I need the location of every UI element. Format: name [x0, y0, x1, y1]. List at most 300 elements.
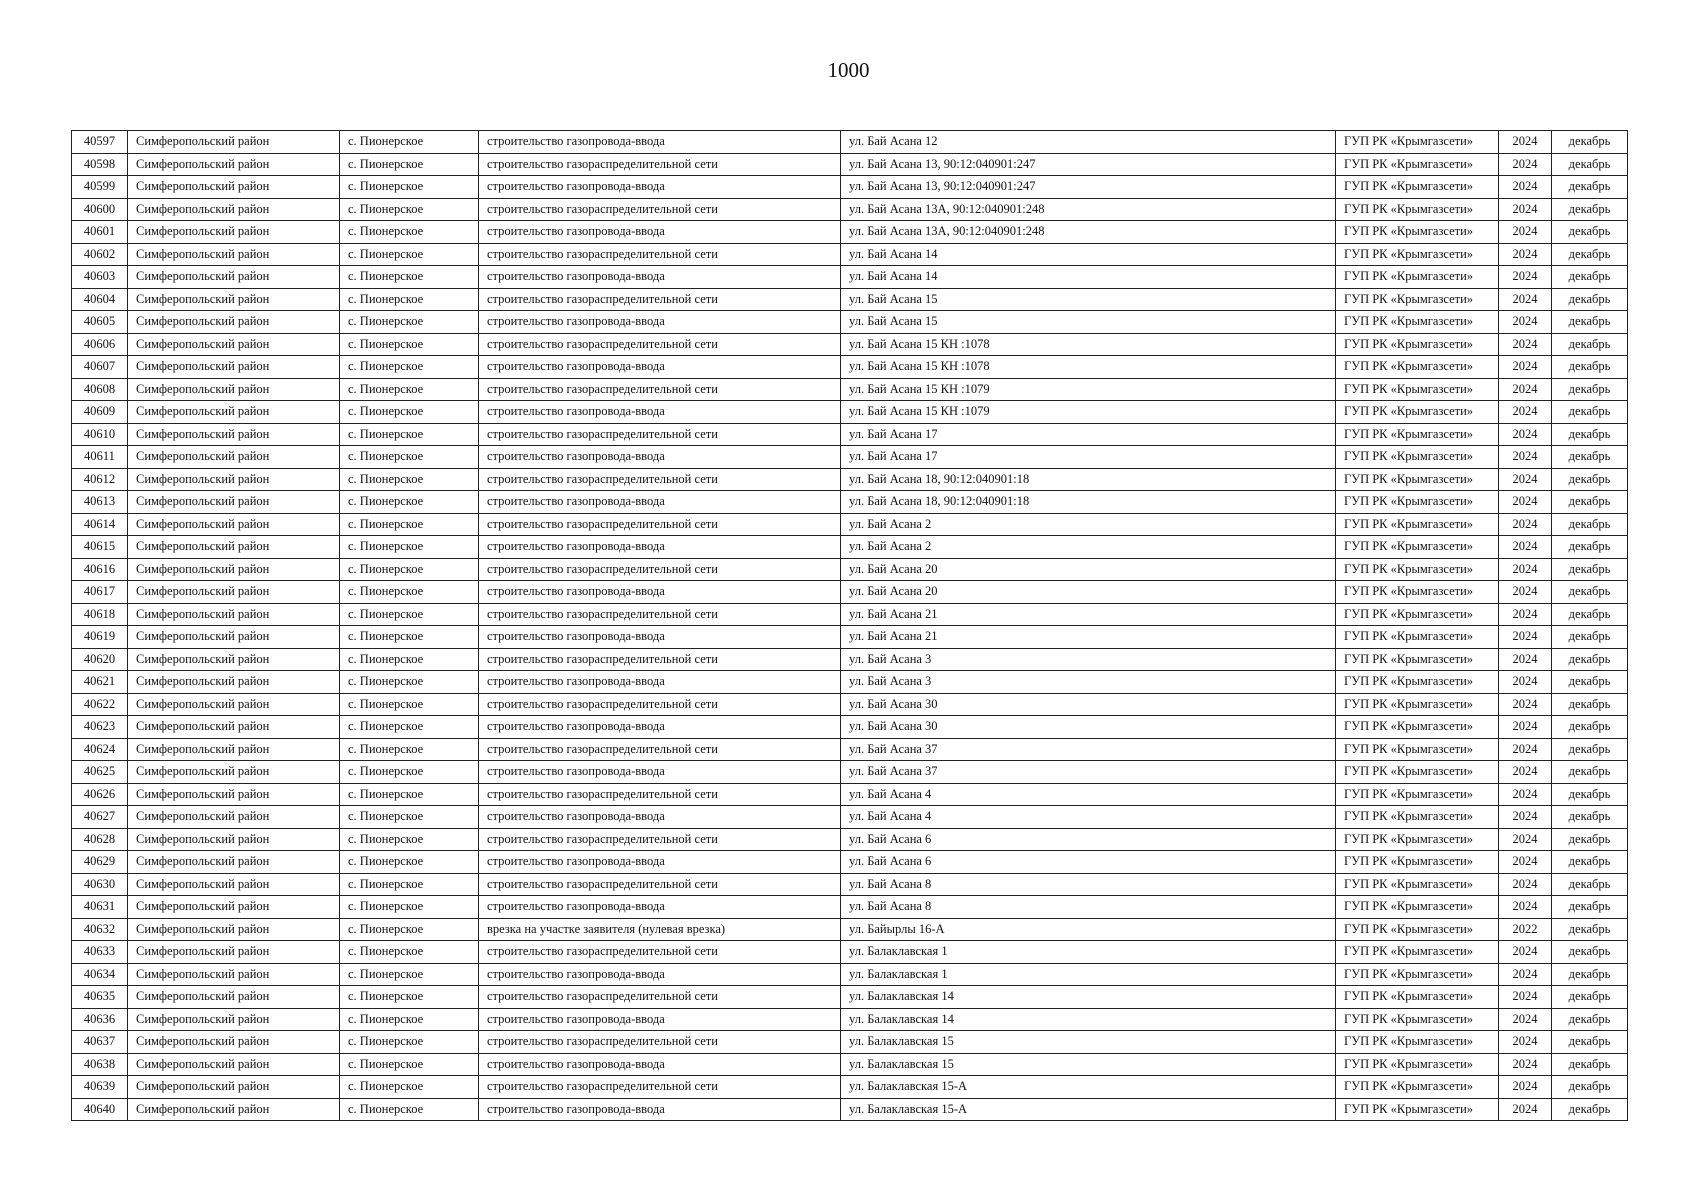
row-number-cell: 40617: [72, 581, 128, 604]
table-row: [72, 828, 1628, 851]
locality-cell: с. Пионерское: [340, 1098, 479, 1121]
address-cell: ул. Бай Асана 15 КН :1079: [841, 401, 1336, 424]
district-cell: Симферопольский район: [128, 806, 340, 829]
address-cell: ул. Бай Асана 14: [841, 266, 1336, 289]
work-type-cell: строительство газораспределительной сети: [479, 243, 841, 266]
district-cell: Симферопольский район: [128, 941, 340, 964]
address-cell: ул. Бай Асана 15 КН :1078: [841, 333, 1336, 356]
address-cell: ул. Бай Асана 20: [841, 581, 1336, 604]
organization-cell: ГУП РК «Крымгазсети»: [1336, 491, 1499, 514]
organization-cell: ГУП РК «Крымгазсети»: [1336, 446, 1499, 469]
year-cell: 2024: [1499, 1053, 1552, 1076]
month-cell: декабрь: [1552, 311, 1628, 334]
address-cell: ул. Бай Асана 6: [841, 828, 1336, 851]
month-cell: декабрь: [1552, 626, 1628, 649]
address-cell: ул. Бай Асана 30: [841, 693, 1336, 716]
year-cell: 2024: [1499, 873, 1552, 896]
locality-cell: с. Пионерское: [340, 1008, 479, 1031]
year-cell: 2024: [1499, 176, 1552, 199]
year-cell: 2024: [1499, 513, 1552, 536]
address-cell: ул. Бай Асана 13А, 90:12:040901:248: [841, 198, 1336, 221]
organization-cell: ГУП РК «Крымгазсети»: [1336, 648, 1499, 671]
district-cell: Симферопольский район: [128, 1053, 340, 1076]
row-number-cell: 40600: [72, 198, 128, 221]
table-row: [72, 941, 1628, 964]
address-cell: ул. Бай Асана 8: [841, 896, 1336, 919]
address-cell: ул. Балаклавская 15-А: [841, 1098, 1336, 1121]
row-number-cell: 40597: [72, 131, 128, 154]
month-cell: декабрь: [1552, 941, 1628, 964]
work-type-cell: строительство газопровода-ввода: [479, 626, 841, 649]
table-row: [72, 581, 1628, 604]
work-type-cell: строительство газораспределительной сети: [479, 288, 841, 311]
district-cell: Симферопольский район: [128, 513, 340, 536]
district-cell: Симферопольский район: [128, 738, 340, 761]
row-number-cell: 40639: [72, 1076, 128, 1099]
locality-cell: с. Пионерское: [340, 626, 479, 649]
organization-cell: ГУП РК «Крымгазсети»: [1336, 558, 1499, 581]
address-cell: ул. Бай Асана 12: [841, 131, 1336, 154]
row-number-cell: 40635: [72, 986, 128, 1009]
district-cell: Симферопольский район: [128, 446, 340, 469]
district-cell: Симферопольский район: [128, 603, 340, 626]
work-type-cell: строительство газораспределительной сети: [479, 423, 841, 446]
locality-cell: с. Пионерское: [340, 581, 479, 604]
work-type-cell: строительство газопровода-ввода: [479, 851, 841, 874]
table-row: [72, 311, 1628, 334]
organization-cell: ГУП РК «Крымгазсети»: [1336, 873, 1499, 896]
address-cell: ул. Байырлы 16-А: [841, 918, 1336, 941]
year-cell: 2024: [1499, 851, 1552, 874]
year-cell: 2024: [1499, 761, 1552, 784]
work-type-cell: строительство газопровода-ввода: [479, 671, 841, 694]
row-number-cell: 40637: [72, 1031, 128, 1054]
organization-cell: ГУП РК «Крымгазсети»: [1336, 401, 1499, 424]
table-row: [72, 356, 1628, 379]
district-cell: Симферопольский район: [128, 243, 340, 266]
address-cell: ул. Бай Асана 3: [841, 671, 1336, 694]
locality-cell: с. Пионерское: [340, 311, 479, 334]
year-cell: 2024: [1499, 356, 1552, 379]
district-cell: Симферопольский район: [128, 423, 340, 446]
table-row: [72, 783, 1628, 806]
row-number-cell: 40607: [72, 356, 128, 379]
organization-cell: ГУП РК «Крымгазсети»: [1336, 1098, 1499, 1121]
table-row: [72, 626, 1628, 649]
year-cell: 2024: [1499, 806, 1552, 829]
month-cell: декабрь: [1552, 918, 1628, 941]
table-row: [72, 131, 1628, 154]
locality-cell: с. Пионерское: [340, 401, 479, 424]
organization-cell: ГУП РК «Крымгазсети»: [1336, 378, 1499, 401]
district-cell: Симферопольский район: [128, 671, 340, 694]
work-type-cell: строительство газопровода-ввода: [479, 446, 841, 469]
locality-cell: с. Пионерское: [340, 198, 479, 221]
row-number-cell: 40598: [72, 153, 128, 176]
table-row: [72, 288, 1628, 311]
month-cell: декабрь: [1552, 963, 1628, 986]
district-cell: Симферопольский район: [128, 693, 340, 716]
work-type-cell: строительство газопровода-ввода: [479, 1008, 841, 1031]
year-cell: 2024: [1499, 266, 1552, 289]
year-cell: 2024: [1499, 558, 1552, 581]
district-cell: Симферопольский район: [128, 198, 340, 221]
year-cell: 2024: [1499, 153, 1552, 176]
year-cell: 2024: [1499, 828, 1552, 851]
month-cell: декабрь: [1552, 828, 1628, 851]
month-cell: декабрь: [1552, 986, 1628, 1009]
table-row: [72, 513, 1628, 536]
month-cell: декабрь: [1552, 423, 1628, 446]
table-row: [72, 558, 1628, 581]
organization-cell: ГУП РК «Крымгазсети»: [1336, 198, 1499, 221]
district-cell: Симферопольский район: [128, 873, 340, 896]
district-cell: Симферопольский район: [128, 1031, 340, 1054]
organization-cell: ГУП РК «Крымгазсети»: [1336, 1031, 1499, 1054]
organization-cell: ГУП РК «Крымгазсети»: [1336, 243, 1499, 266]
table-row: [72, 378, 1628, 401]
address-cell: ул. Бай Асана 13А, 90:12:040901:248: [841, 221, 1336, 244]
work-type-cell: строительство газораспределительной сети: [479, 558, 841, 581]
table-row: [72, 738, 1628, 761]
district-cell: Симферопольский район: [128, 986, 340, 1009]
month-cell: декабрь: [1552, 401, 1628, 424]
district-cell: Симферопольский район: [128, 1098, 340, 1121]
table-row: [72, 243, 1628, 266]
district-cell: Симферопольский район: [128, 378, 340, 401]
year-cell: 2024: [1499, 783, 1552, 806]
address-cell: ул. Бай Асана 15 КН :1079: [841, 378, 1336, 401]
locality-cell: с. Пионерское: [340, 828, 479, 851]
locality-cell: с. Пионерское: [340, 153, 479, 176]
district-cell: Симферопольский район: [128, 131, 340, 154]
address-cell: ул. Бай Асана 15: [841, 288, 1336, 311]
locality-cell: с. Пионерское: [340, 896, 479, 919]
year-cell: 2024: [1499, 468, 1552, 491]
row-number-cell: 40605: [72, 311, 128, 334]
year-cell: 2024: [1499, 896, 1552, 919]
month-cell: декабрь: [1552, 761, 1628, 784]
row-number-cell: 40638: [72, 1053, 128, 1076]
month-cell: декабрь: [1552, 468, 1628, 491]
year-cell: 2024: [1499, 288, 1552, 311]
table-row: [72, 266, 1628, 289]
organization-cell: ГУП РК «Крымгазсети»: [1336, 986, 1499, 1009]
year-cell: 2024: [1499, 1008, 1552, 1031]
organization-cell: ГУП РК «Крымгазсети»: [1336, 918, 1499, 941]
work-type-cell: строительство газораспределительной сети: [479, 986, 841, 1009]
table-row: [72, 468, 1628, 491]
table-row: [72, 896, 1628, 919]
row-number-cell: 40601: [72, 221, 128, 244]
year-cell: 2024: [1499, 603, 1552, 626]
address-cell: ул. Балаклавская 14: [841, 986, 1336, 1009]
row-number-cell: 40616: [72, 558, 128, 581]
row-number-cell: 40609: [72, 401, 128, 424]
address-cell: ул. Бай Асана 13, 90:12:040901:247: [841, 176, 1336, 199]
organization-cell: ГУП РК «Крымгазсети»: [1336, 1076, 1499, 1099]
table-row: [72, 918, 1628, 941]
work-type-cell: строительство газопровода-ввода: [479, 491, 841, 514]
address-cell: ул. Бай Асана 17: [841, 446, 1336, 469]
work-type-cell: строительство газораспределительной сети: [479, 738, 841, 761]
work-type-cell: строительство газопровода-ввода: [479, 1053, 841, 1076]
year-cell: 2024: [1499, 693, 1552, 716]
address-cell: ул. Балаклавская 15: [841, 1031, 1336, 1054]
year-cell: 2024: [1499, 401, 1552, 424]
organization-cell: ГУП РК «Крымгазсети»: [1336, 468, 1499, 491]
month-cell: декабрь: [1552, 716, 1628, 739]
row-number-cell: 40620: [72, 648, 128, 671]
table-row: [72, 423, 1628, 446]
address-cell: ул. Бай Асана 6: [841, 851, 1336, 874]
district-cell: Симферопольский район: [128, 536, 340, 559]
district-cell: Симферопольский район: [128, 918, 340, 941]
work-type-cell: строительство газопровода-ввода: [479, 581, 841, 604]
district-cell: Симферопольский район: [128, 1076, 340, 1099]
month-cell: декабрь: [1552, 783, 1628, 806]
locality-cell: с. Пионерское: [340, 356, 479, 379]
address-cell: ул. Бай Асана 3: [841, 648, 1336, 671]
table-row: [72, 198, 1628, 221]
locality-cell: с. Пионерское: [340, 761, 479, 784]
work-type-cell: строительство газораспределительной сети: [479, 603, 841, 626]
locality-cell: с. Пионерское: [340, 986, 479, 1009]
work-type-cell: строительство газопровода-ввода: [479, 266, 841, 289]
table-row: [72, 401, 1628, 424]
address-cell: ул. Бай Асана 2: [841, 536, 1336, 559]
month-cell: декабрь: [1552, 221, 1628, 244]
row-number-cell: 40632: [72, 918, 128, 941]
locality-cell: с. Пионерское: [340, 243, 479, 266]
address-cell: ул. Бай Асана 14: [841, 243, 1336, 266]
row-number-cell: 40627: [72, 806, 128, 829]
month-cell: декабрь: [1552, 266, 1628, 289]
locality-cell: с. Пионерское: [340, 1031, 479, 1054]
organization-cell: ГУП РК «Крымгазсети»: [1336, 693, 1499, 716]
locality-cell: с. Пионерское: [340, 963, 479, 986]
organization-cell: ГУП РК «Крымгазсети»: [1336, 356, 1499, 379]
organization-cell: ГУП РК «Крымгазсети»: [1336, 536, 1499, 559]
address-cell: ул. Бай Асана 21: [841, 603, 1336, 626]
row-number-cell: 40606: [72, 333, 128, 356]
locality-cell: с. Пионерское: [340, 648, 479, 671]
year-cell: 2024: [1499, 648, 1552, 671]
row-number-cell: 40628: [72, 828, 128, 851]
locality-cell: с. Пионерское: [340, 446, 479, 469]
district-cell: Симферопольский район: [128, 333, 340, 356]
organization-cell: ГУП РК «Крымгазсети»: [1336, 761, 1499, 784]
year-cell: 2024: [1499, 671, 1552, 694]
locality-cell: с. Пионерское: [340, 671, 479, 694]
work-type-cell: строительство газопровода-ввода: [479, 716, 841, 739]
row-number-cell: 40625: [72, 761, 128, 784]
month-cell: декабрь: [1552, 671, 1628, 694]
locality-cell: с. Пионерское: [340, 783, 479, 806]
address-cell: ул. Бай Асана 37: [841, 761, 1336, 784]
work-type-cell: строительство газораспределительной сети: [479, 1031, 841, 1054]
row-number-cell: 40610: [72, 423, 128, 446]
district-cell: Симферопольский район: [128, 288, 340, 311]
year-cell: 2024: [1499, 1031, 1552, 1054]
locality-cell: с. Пионерское: [340, 333, 479, 356]
address-cell: ул. Балаклавская 15-А: [841, 1076, 1336, 1099]
year-cell: 2024: [1499, 626, 1552, 649]
locality-cell: с. Пионерское: [340, 851, 479, 874]
month-cell: декабрь: [1552, 243, 1628, 266]
table-row: [72, 851, 1628, 874]
work-type-cell: строительство газораспределительной сети: [479, 198, 841, 221]
work-type-cell: строительство газопровода-ввода: [479, 401, 841, 424]
month-cell: декабрь: [1552, 806, 1628, 829]
address-cell: ул. Бай Асана 18, 90:12:040901:18: [841, 468, 1336, 491]
year-cell: 2024: [1499, 963, 1552, 986]
locality-cell: с. Пионерское: [340, 1053, 479, 1076]
table-row: [72, 603, 1628, 626]
organization-cell: ГУП РК «Крымгазсети»: [1336, 738, 1499, 761]
locality-cell: с. Пионерское: [340, 423, 479, 446]
district-cell: Симферопольский район: [128, 783, 340, 806]
table-row: [72, 536, 1628, 559]
table-row: [72, 873, 1628, 896]
month-cell: декабрь: [1552, 153, 1628, 176]
table-row: [72, 1098, 1628, 1121]
row-number-cell: 40623: [72, 716, 128, 739]
year-cell: 2024: [1499, 311, 1552, 334]
locality-cell: с. Пионерское: [340, 266, 479, 289]
address-cell: ул. Бай Асана 30: [841, 716, 1336, 739]
row-number-cell: 40608: [72, 378, 128, 401]
table-row: [72, 221, 1628, 244]
row-number-cell: 40624: [72, 738, 128, 761]
registry-table: [71, 130, 1628, 1121]
table-row: [72, 176, 1628, 199]
registry-body: [72, 131, 1628, 1121]
row-number-cell: 40615: [72, 536, 128, 559]
year-cell: 2024: [1499, 378, 1552, 401]
work-type-cell: строительство газораспределительной сети: [479, 333, 841, 356]
organization-cell: ГУП РК «Крымгазсети»: [1336, 783, 1499, 806]
year-cell: 2024: [1499, 131, 1552, 154]
locality-cell: с. Пионерское: [340, 468, 479, 491]
work-type-cell: строительство газопровода-ввода: [479, 176, 841, 199]
district-cell: Симферопольский район: [128, 153, 340, 176]
year-cell: 2024: [1499, 333, 1552, 356]
organization-cell: ГУП РК «Крымгазсети»: [1336, 626, 1499, 649]
address-cell: ул. Балаклавская 15: [841, 1053, 1336, 1076]
organization-cell: ГУП РК «Крымгазсети»: [1336, 603, 1499, 626]
work-type-cell: строительство газопровода-ввода: [479, 963, 841, 986]
district-cell: Симферопольский район: [128, 896, 340, 919]
work-type-cell: строительство газораспределительной сети: [479, 941, 841, 964]
address-cell: ул. Бай Асана 37: [841, 738, 1336, 761]
work-type-cell: строительство газораспределительной сети: [479, 513, 841, 536]
month-cell: декабрь: [1552, 693, 1628, 716]
month-cell: декабрь: [1552, 1098, 1628, 1121]
work-type-cell: строительство газораспределительной сети: [479, 873, 841, 896]
row-number-cell: 40636: [72, 1008, 128, 1031]
table-row: [72, 153, 1628, 176]
district-cell: Симферопольский район: [128, 356, 340, 379]
address-cell: ул. Бай Асана 18, 90:12:040901:18: [841, 491, 1336, 514]
month-cell: декабрь: [1552, 333, 1628, 356]
work-type-cell: строительство газораспределительной сети: [479, 693, 841, 716]
locality-cell: с. Пионерское: [340, 1076, 479, 1099]
work-type-cell: строительство газораспределительной сети: [479, 468, 841, 491]
year-cell: 2024: [1499, 941, 1552, 964]
organization-cell: ГУП РК «Крымгазсети»: [1336, 1053, 1499, 1076]
address-cell: ул. Бай Асана 17: [841, 423, 1336, 446]
locality-cell: с. Пионерское: [340, 873, 479, 896]
row-number-cell: 40626: [72, 783, 128, 806]
locality-cell: с. Пионерское: [340, 491, 479, 514]
work-type-cell: строительство газопровода-ввода: [479, 311, 841, 334]
locality-cell: с. Пионерское: [340, 221, 479, 244]
month-cell: декабрь: [1552, 378, 1628, 401]
organization-cell: ГУП РК «Крымгазсети»: [1336, 513, 1499, 536]
table-row: [72, 761, 1628, 784]
district-cell: Симферопольский район: [128, 761, 340, 784]
district-cell: Симферопольский район: [128, 558, 340, 581]
row-number-cell: 40619: [72, 626, 128, 649]
district-cell: Симферопольский район: [128, 716, 340, 739]
work-type-cell: строительство газопровода-ввода: [479, 221, 841, 244]
organization-cell: ГУП РК «Крымгазсети»: [1336, 581, 1499, 604]
locality-cell: с. Пионерское: [340, 603, 479, 626]
row-number-cell: 40631: [72, 896, 128, 919]
table-row: [72, 693, 1628, 716]
address-cell: ул. Бай Асана 2: [841, 513, 1336, 536]
locality-cell: с. Пионерское: [340, 131, 479, 154]
month-cell: декабрь: [1552, 851, 1628, 874]
organization-cell: ГУП РК «Крымгазсети»: [1336, 963, 1499, 986]
row-number-cell: 40613: [72, 491, 128, 514]
locality-cell: с. Пионерское: [340, 558, 479, 581]
district-cell: Симферопольский район: [128, 581, 340, 604]
table-row: [72, 491, 1628, 514]
work-type-cell: строительство газораспределительной сети: [479, 378, 841, 401]
organization-cell: ГУП РК «Крымгазсети»: [1336, 851, 1499, 874]
year-cell: 2024: [1499, 446, 1552, 469]
month-cell: декабрь: [1552, 356, 1628, 379]
month-cell: декабрь: [1552, 1076, 1628, 1099]
row-number-cell: 40633: [72, 941, 128, 964]
organization-cell: ГУП РК «Крымгазсети»: [1336, 153, 1499, 176]
year-cell: 2024: [1499, 221, 1552, 244]
organization-cell: ГУП РК «Крымгазсети»: [1336, 828, 1499, 851]
organization-cell: ГУП РК «Крымгазсети»: [1336, 423, 1499, 446]
address-cell: ул. Бай Асана 4: [841, 783, 1336, 806]
row-number-cell: 40612: [72, 468, 128, 491]
district-cell: Симферопольский район: [128, 176, 340, 199]
district-cell: Симферопольский район: [128, 963, 340, 986]
work-type-cell: строительство газопровода-ввода: [479, 1098, 841, 1121]
district-cell: Симферопольский район: [128, 266, 340, 289]
district-cell: Симферопольский район: [128, 311, 340, 334]
table-row: [72, 963, 1628, 986]
month-cell: декабрь: [1552, 536, 1628, 559]
district-cell: Симферопольский район: [128, 626, 340, 649]
month-cell: декабрь: [1552, 648, 1628, 671]
year-cell: 2022: [1499, 918, 1552, 941]
month-cell: декабрь: [1552, 581, 1628, 604]
year-cell: 2024: [1499, 536, 1552, 559]
work-type-cell: врезка на участке заявителя (нулевая врезка): [479, 918, 841, 941]
work-type-cell: строительство газопровода-ввода: [479, 131, 841, 154]
district-cell: Симферопольский район: [128, 1008, 340, 1031]
address-cell: ул. Бай Асана 15: [841, 311, 1336, 334]
address-cell: ул. Бай Асана 20: [841, 558, 1336, 581]
